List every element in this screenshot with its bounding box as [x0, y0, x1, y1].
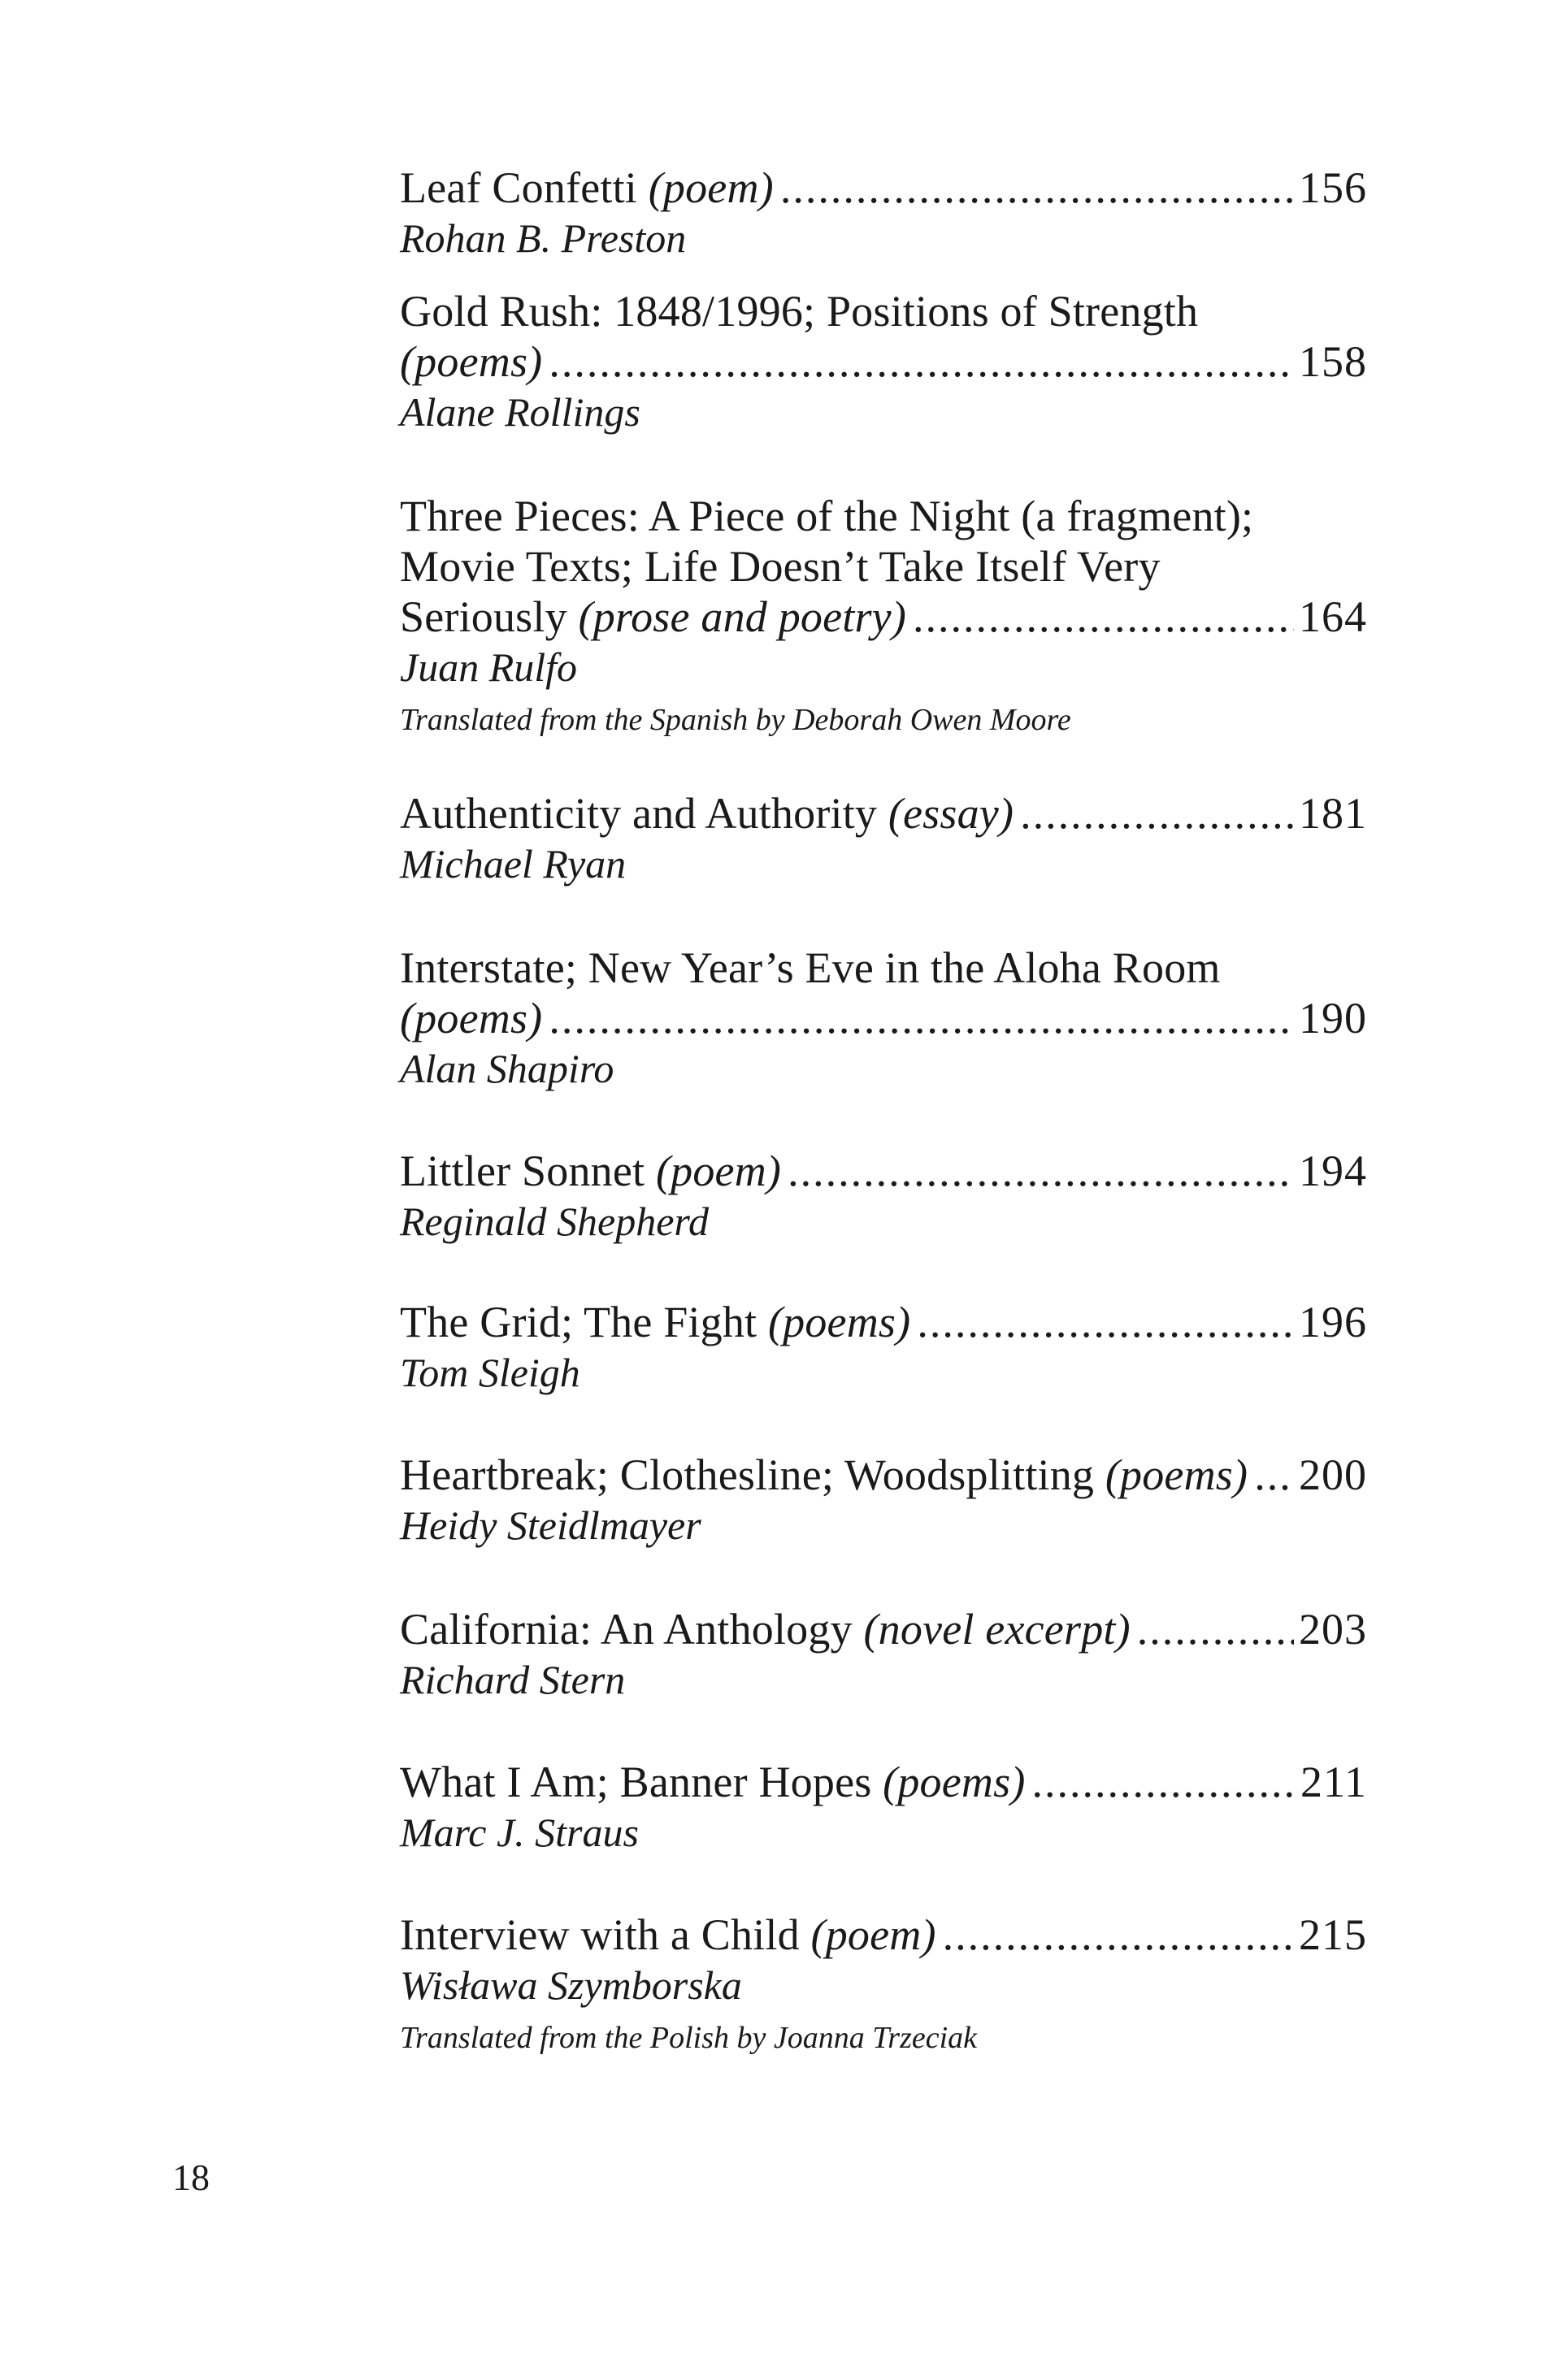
entry-page-number: 215	[1299, 1910, 1367, 1959]
entry-title	[400, 943, 1367, 1043]
entry-author: Michael Ryan	[400, 841, 627, 887]
dot-leader	[780, 163, 1294, 213]
toc-entry	[400, 163, 1367, 286]
entry-title	[400, 1757, 1367, 1807]
toc-entry	[400, 1757, 1367, 1910]
dot-leader	[1032, 1757, 1296, 1807]
entry-page-number: 156	[1299, 163, 1367, 212]
entry-page-number: 211	[1300, 1758, 1367, 1806]
entry-author: Marc J. Straus	[400, 1810, 639, 1855]
entry-title-line: Interstate; New Year’s Eve in the Aloha Room	[400, 943, 1221, 992]
entry-title	[400, 1604, 1367, 1654]
entry-title-line: Three Pieces: A Piece of the Night (a fragment);	[400, 492, 1254, 540]
entry-title-text: Authenticity and Authority	[400, 789, 878, 838]
entry-author: Heidy Steidlmayer	[400, 1502, 701, 1548]
entry-author: Tom Sleigh	[400, 1350, 580, 1395]
entry-genre: (poems)	[400, 337, 543, 386]
entry-genre: (essay)	[888, 789, 1014, 838]
entry-title-text: Littler Sonnet	[400, 1147, 645, 1195]
entry-title	[400, 1450, 1367, 1500]
entry-genre: (poems)	[400, 994, 543, 1043]
entry-genre: (poem)	[810, 1910, 936, 1959]
entry-title	[400, 788, 1367, 839]
dot-leader	[549, 336, 1294, 387]
entry-title-text: California: An Anthology	[400, 1605, 853, 1654]
entry-title-text: What I Am; Banner Hopes	[400, 1758, 872, 1806]
entry-title-text: The Grid; The Fight	[400, 1298, 757, 1346]
table-of-contents	[400, 163, 1367, 2061]
dot-leader	[788, 1146, 1294, 1196]
entry-author: Reginald Shepherd	[400, 1199, 710, 1244]
entry-title	[400, 491, 1367, 642]
entry-translator: Translated from the Spanish by Deborah Owen Moore	[400, 703, 1071, 737]
entry-genre: (poem)	[648, 163, 774, 212]
dot-leader	[549, 993, 1294, 1043]
entry-author: Richard Stern	[400, 1657, 626, 1702]
entry-page-number: 196	[1299, 1298, 1367, 1346]
entry-page-number: 181	[1299, 789, 1367, 838]
dot-leader	[1254, 1450, 1294, 1500]
toc-entry	[400, 1604, 1367, 1757]
toc-entry	[400, 788, 1367, 943]
entry-genre: (poems)	[1105, 1450, 1248, 1499]
dot-leader	[917, 1297, 1294, 1347]
entry-title-text: Leaf Confetti	[400, 163, 637, 212]
entry-page-number: 194	[1299, 1147, 1367, 1195]
entry-translator: Translated from the Polish by Joanna Trzeciak	[400, 2021, 978, 2055]
dot-leader	[913, 592, 1294, 642]
entry-genre: (novel excerpt)	[863, 1605, 1131, 1654]
entry-author: Juan Rulfo	[400, 644, 578, 690]
toc-entry	[400, 1297, 1367, 1450]
entry-title-line: Gold Rush: 1848/1996; Positions of Strength	[400, 287, 1199, 336]
entry-page-number: 203	[1299, 1605, 1367, 1654]
toc-entry	[400, 491, 1367, 788]
page-number: 18	[172, 2157, 210, 2198]
entry-title	[400, 1297, 1367, 1347]
entry-author: Wisława Szymborska	[400, 1962, 742, 2008]
entry-page-number: 164	[1299, 592, 1367, 641]
entry-page-number: 190	[1299, 994, 1367, 1043]
entry-page-number: 200	[1299, 1450, 1367, 1499]
entry-author: Rohan B. Preston	[400, 215, 687, 261]
entry-title-line: Movie Texts; Life Doesn’t Take Itself Very	[400, 542, 1161, 591]
entry-title-text: Seriously	[400, 592, 567, 641]
entry-genre: (poem)	[655, 1147, 782, 1195]
entry-title	[400, 1146, 1367, 1196]
toc-entry	[400, 943, 1367, 1146]
dot-leader	[1137, 1604, 1294, 1654]
toc-entry	[400, 286, 1367, 491]
dot-leader	[943, 1910, 1294, 1960]
entry-title	[400, 1910, 1367, 1960]
entry-author: Alane Rollings	[400, 389, 640, 435]
toc-entry	[400, 1910, 1367, 2061]
entry-title-text: Heartbreak; Clothesline; Woodsplitting	[400, 1450, 1095, 1499]
entry-author: Alan Shapiro	[400, 1046, 614, 1091]
entry-title	[400, 163, 1367, 213]
entry-title	[400, 286, 1367, 387]
toc-entry	[400, 1146, 1367, 1297]
entry-genre: (poems)	[883, 1758, 1026, 1806]
entry-genre: (prose and poetry)	[578, 592, 907, 641]
entry-page-number: 158	[1299, 337, 1367, 386]
toc-entry	[400, 1450, 1367, 1604]
entry-genre: (poems)	[767, 1298, 911, 1346]
dot-leader	[1020, 788, 1294, 839]
entry-title-text: Interview with a Child	[400, 1910, 800, 1959]
